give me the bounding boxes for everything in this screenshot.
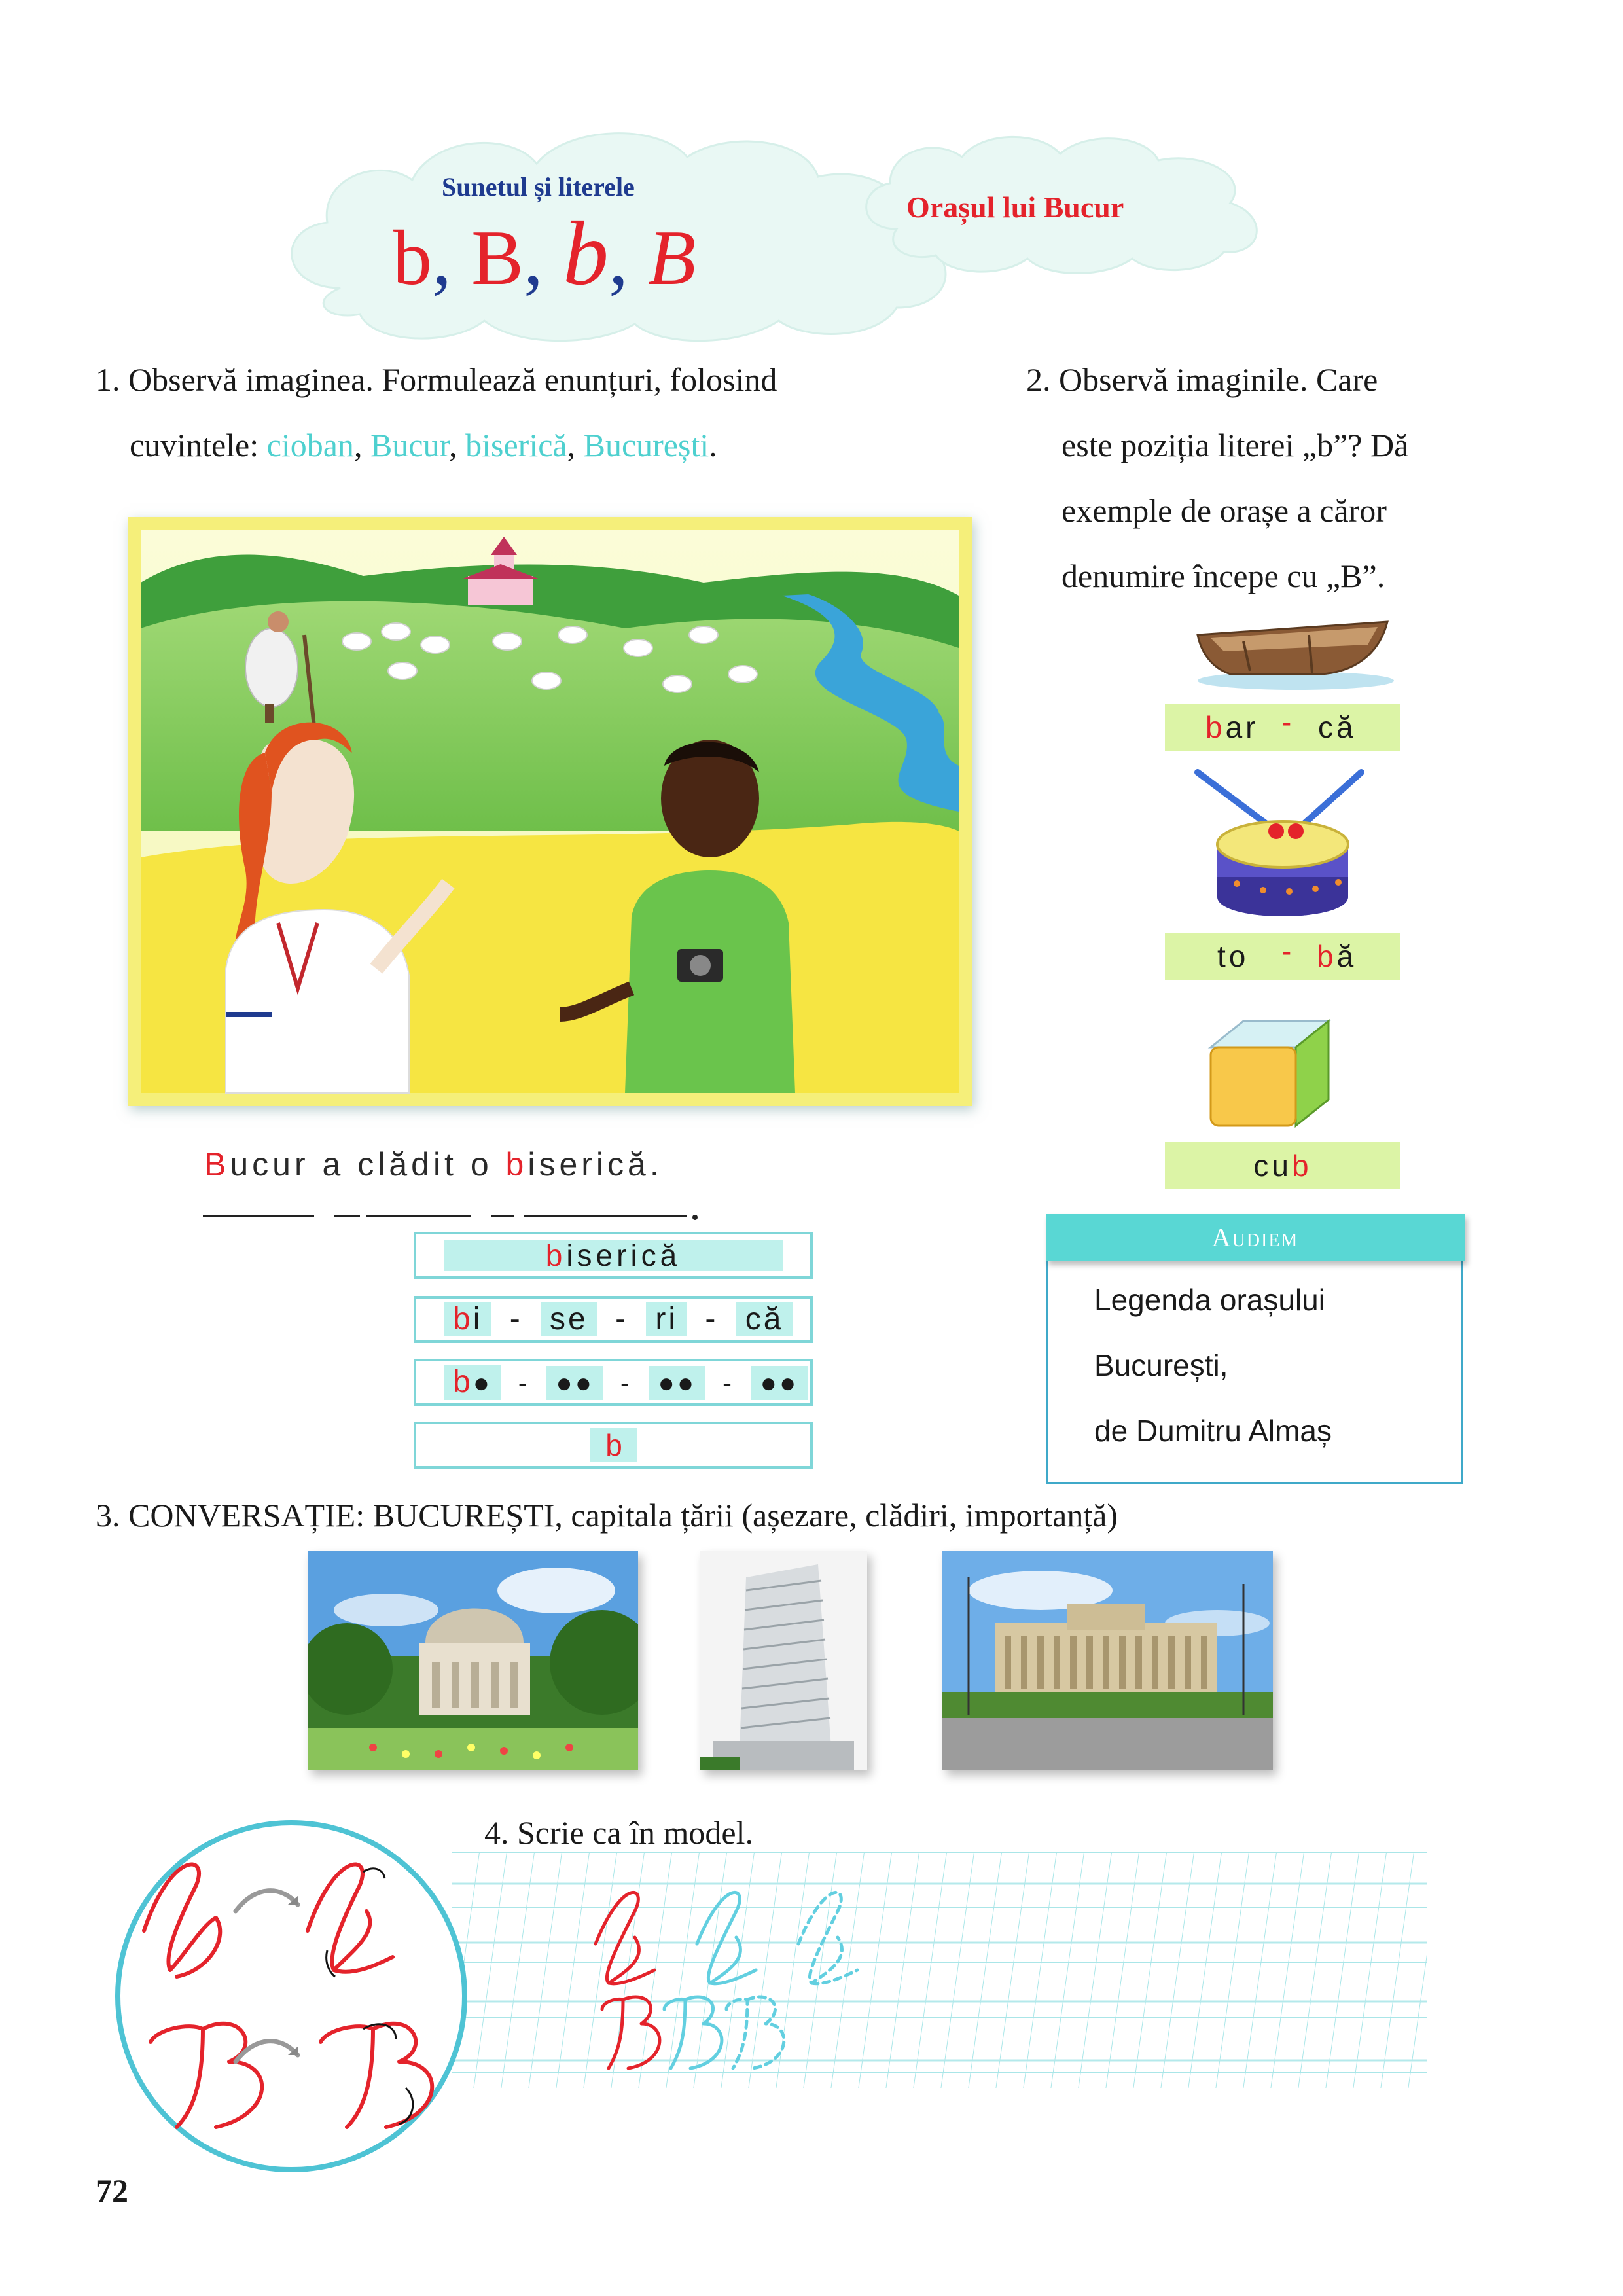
word-bucur: Bucur <box>370 427 450 463</box>
audiem-line2: București, <box>1094 1348 1228 1382</box>
drum-icon <box>1185 766 1381 929</box>
ex2-line2: este poziția literei „b”? Dă <box>1061 427 1409 463</box>
syl-se: se <box>541 1302 597 1336</box>
dash: - <box>620 1367 632 1398</box>
sentence-b2: b <box>505 1146 528 1183</box>
letter-separator: , <box>432 214 471 301</box>
comma: , <box>567 427 584 463</box>
ex3-text: 3. CONVERSAȚIE: BUCUREȘTI, capitala țării (așezare, clădiri, importanță) <box>96 1497 1118 1534</box>
comma: , <box>353 427 370 463</box>
dash: - <box>509 1302 523 1336</box>
sentence-rest2: iserică <box>527 1146 650 1183</box>
lesson-title: Orașul lui Bucur <box>906 190 1124 224</box>
barca-ca: că <box>1318 710 1357 744</box>
barca-dash: - <box>1281 705 1295 739</box>
letter-b-print: b <box>393 214 432 301</box>
athenaeum-photo <box>308 1551 638 1770</box>
boat-icon <box>1191 609 1400 694</box>
syl-ri: ri <box>646 1302 687 1336</box>
syl-b: b <box>453 1302 473 1336</box>
toba-to: to <box>1217 939 1249 973</box>
audiem-line1: Legenda orașului <box>1094 1283 1325 1317</box>
period: . <box>709 427 717 463</box>
ex4-text: 4. Scrie ca în model. <box>484 1814 753 1851</box>
analysis-row-word <box>414 1232 813 1279</box>
cub-cu: cu <box>1253 1149 1292 1183</box>
syl-i: i <box>473 1302 483 1336</box>
letter-b-cursive: b <box>563 203 609 304</box>
analysis-row-syllables <box>414 1296 813 1343</box>
audiem-title: Audiem <box>1211 1223 1299 1252</box>
dash: - <box>722 1367 734 1398</box>
sentence-scheme-lines <box>203 1210 700 1223</box>
dots-1: ● <box>473 1367 493 1398</box>
toba-a: ă <box>1336 939 1357 973</box>
header-subtitle: Sunetul și literele <box>442 172 635 202</box>
ex2-line3: exemple de orașe a căror <box>1061 492 1387 529</box>
analysis-word-b: b <box>545 1238 567 1272</box>
dots-4: ●● <box>751 1366 808 1400</box>
writing-grid <box>452 1852 1427 2088</box>
village-illustration <box>128 517 972 1106</box>
word-toba-band <box>1165 933 1400 980</box>
header-letters <box>393 203 696 304</box>
letter-separator: , <box>524 214 563 301</box>
analysis-letter-b: b <box>590 1428 637 1462</box>
barca-ar: ar <box>1225 710 1259 744</box>
sentence-b1: B <box>204 1146 230 1183</box>
letter-B-cursive: B <box>648 214 696 301</box>
dots-3: ●● <box>649 1366 706 1400</box>
ex1-line1: 1. Observă imaginea. Formulează enunțuri, folosind <box>96 361 777 398</box>
model-sentence <box>204 1145 663 1183</box>
word-biserica: biserică <box>465 427 567 463</box>
page-number: 72 <box>96 2172 128 2209</box>
dash: - <box>518 1367 530 1398</box>
letter-B-print: B <box>471 214 524 301</box>
syl-ca: că <box>736 1302 793 1336</box>
ex1-line2 <box>130 412 717 478</box>
sentence-end: . <box>649 1146 663 1183</box>
audiem-header <box>1046 1214 1465 1261</box>
ex2-line1: 2. Observă imaginile. Care <box>1026 361 1378 398</box>
analysis-row-letter <box>414 1422 813 1469</box>
handwriting-model-circle <box>105 1813 478 2179</box>
cube-icon <box>1198 1008 1342 1139</box>
ex1-prefix: cuvintele: <box>130 427 267 463</box>
comma: , <box>449 427 466 463</box>
analysis-word-rest: iserică <box>566 1238 681 1272</box>
word-cub-band <box>1165 1142 1400 1189</box>
ex2-line4: denumire începe cu „B”. <box>1061 558 1385 594</box>
dash: - <box>615 1302 629 1336</box>
analysis-row-dots <box>414 1359 813 1406</box>
audiem-box <box>1046 1214 1463 1484</box>
palace-photo <box>942 1551 1273 1770</box>
dash: - <box>705 1302 719 1336</box>
word-barca-band <box>1165 704 1400 751</box>
cub-b: b <box>1292 1149 1312 1183</box>
toba-b: b <box>1317 939 1337 973</box>
dots-2: ●● <box>546 1366 603 1400</box>
toba-dash: - <box>1281 934 1295 968</box>
letter-separator: , <box>609 214 649 301</box>
audiem-line3: de Dumitru Almaș <box>1094 1414 1332 1448</box>
word-cioban: cioban <box>266 427 354 463</box>
barca-b: b <box>1205 710 1226 744</box>
sentence-rest1: ucur a clădit o <box>230 1146 506 1183</box>
word-bucuresti: București <box>583 427 709 463</box>
hotel-photo <box>700 1551 867 1770</box>
dots-b: b <box>453 1365 473 1399</box>
